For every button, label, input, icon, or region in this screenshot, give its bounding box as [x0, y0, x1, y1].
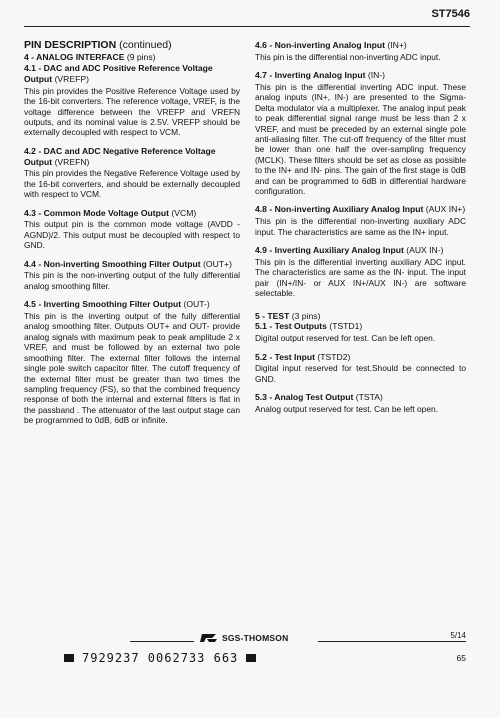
- pin-heading: [24, 299, 240, 310]
- pin-description: Digital input reserved for test.Should be connected to GND.: [255, 363, 466, 384]
- pin-number: 4.6 -: [255, 40, 273, 50]
- footer-rule-left: [130, 641, 194, 642]
- pin-entry-4-1: [24, 63, 240, 138]
- pin-title: Common Mode Voltage Output: [43, 207, 169, 218]
- pin-name: (IN+): [387, 40, 407, 50]
- pin-heading: [255, 204, 466, 215]
- pin-entry-4-6: [255, 40, 466, 62]
- pin-title: Analog Test Output: [274, 392, 354, 403]
- pin-description: This pin is the differential inverting ADC input. These analog inputs (IN+, IN-) are presented to the Sigma-Delta modulator via a multiplexer. The analog input peak to peak differential signal range must be less than 2 x VREF, and must be preceded by an external single pole anti-aliasing filter. The cut-off frequency of the filter must be lower than one half the over-sampling frequency (MCLK). These filters should be set as close as possible to the IN+ and IN- pins. The gain of the first stage is 0dB and can be programmed to 6dB in differential hardware configuration.: [255, 82, 466, 197]
- page-fraction: 5/14: [450, 631, 466, 640]
- right-column: [255, 40, 466, 422]
- pin-name: (AUX IN-): [406, 245, 444, 256]
- pin-title: Test Outputs: [274, 321, 327, 332]
- section-number: 5 -: [255, 310, 266, 321]
- section-title: TEST: [267, 310, 290, 321]
- pin-heading: [24, 146, 240, 168]
- pin-number: 4.1 -: [24, 63, 42, 74]
- pin-entry-4-2: [24, 146, 240, 200]
- pin-description: This pin is the inverting output of the fully differential analog smoothing filter. Outputs OUT+ and OUT- provide analog signals with maximum peak to peak amplitude 2 x VREF, and must be followed by an external two pole smoothing filter. The external filter follows the internal single pole switch capacitor filter. The cutoff frequency of the external filter must be greater than two times the sampling frequency (FS), so that the combined frequency response of both the internal and external filters is flat in the passband . The attenuator of the last output stage can be programmed to 0dB, 6dB or infinite.: [24, 311, 240, 426]
- header-rule: [24, 26, 470, 27]
- company-logo: [200, 633, 288, 643]
- footer-rule-right: [318, 641, 466, 642]
- pin-description: This pin provides the Positive Reference Voltage used by the 16-bit converters. The reference voltage, VREF, is the voltage difference between the VREFP and VREFN outputs, and its nominal value is 2.5V. VREFP should be externally decoupled with respect to VCM.: [24, 85, 240, 138]
- pin-name: (OUT-): [183, 299, 210, 310]
- pin-name: (TSTA): [355, 392, 383, 403]
- section-heading-5: [255, 311, 466, 322]
- barcode-row: [64, 651, 256, 665]
- page-title: [24, 40, 240, 50]
- pin-entry-5-3: [255, 392, 466, 414]
- pin-title: Inverting Smoothing Filter Output: [43, 299, 182, 310]
- logo-text: SGS-THOMSON: [222, 633, 289, 643]
- pin-entry-4-4: [24, 259, 240, 292]
- pin-name: (TSTD2): [317, 351, 351, 362]
- pin-name: (AUX IN+): [425, 204, 466, 215]
- pin-heading: [255, 352, 466, 363]
- pin-title: DAC and ADC Positive Reference Voltage Output: [24, 63, 213, 84]
- pin-heading: [24, 63, 240, 85]
- pin-heading: [24, 259, 240, 270]
- pin-number: 5.3 -: [255, 392, 273, 403]
- section-heading-4: [24, 52, 240, 63]
- pin-heading: [255, 70, 466, 81]
- pin-entry-5-1: [255, 321, 466, 343]
- pin-entry-4-9: [255, 245, 466, 298]
- section-number: 4 -: [24, 52, 35, 63]
- pin-description: This pin provides the Negative Reference Voltage used by the 16-bit converters, and should be externally decoupled with respect to VCM.: [24, 168, 240, 200]
- pin-title: Inverting Analog Input: [274, 70, 366, 81]
- pin-name: (IN-): [367, 70, 386, 81]
- pin-title: Non-inverting Smoothing Filter Output: [43, 258, 201, 269]
- pin-heading: [255, 392, 466, 403]
- pin-number: 4.9 -: [255, 245, 273, 256]
- pin-number: 4.8 -: [255, 204, 273, 215]
- pin-number: 5.2 -: [255, 351, 273, 362]
- pin-entry-4-3: [24, 208, 240, 251]
- pin-entry-4-7: [255, 70, 466, 196]
- pin-entry-4-8: [255, 204, 466, 237]
- pin-name: (OUT+): [203, 258, 232, 269]
- pin-title: DAC and ADC Negative Reference Voltage Output: [24, 145, 216, 167]
- pin-name: (VREFP): [54, 74, 89, 84]
- section-title: ANALOG INTERFACE: [36, 52, 125, 63]
- pin-description: This pin is the differential non-inverting ADC input.: [255, 51, 441, 62]
- pin-number: 4.2 -: [24, 145, 42, 156]
- pin-number: 4.4 -: [24, 258, 42, 269]
- pin-number: 4.3 -: [24, 207, 42, 218]
- pin-description: This output pin is the common mode voltage (AVDD - AGND)/2. This output must be decoupled with respect to GND.: [24, 219, 240, 251]
- pin-number: 4.7 -: [255, 70, 273, 81]
- pin-entry-5-2: [255, 352, 466, 385]
- section-pin-count: (3 pins): [291, 310, 321, 321]
- st-logo-icon: [200, 633, 218, 643]
- pin-description: This pin is the differential non-inverting auxiliary ADC input. The characteristics are same as the IN+ input.: [255, 216, 466, 237]
- page-number: 65: [456, 653, 466, 663]
- pin-title: Non-inverting Analog Input: [274, 40, 386, 50]
- pin-name: (TSTD1): [329, 321, 363, 332]
- part-number: ST7546: [431, 8, 470, 20]
- pin-name: (VREFN): [54, 156, 90, 167]
- left-column: [24, 40, 240, 434]
- pin-description: Digital output reserved for test. Can be left open.: [255, 333, 436, 344]
- pin-entry-4-5: [24, 299, 240, 425]
- pin-heading: [24, 208, 240, 219]
- pin-heading: [255, 245, 466, 256]
- page-title-suffix: (continued): [119, 39, 172, 51]
- barcode-block-right: [246, 654, 256, 662]
- section-pin-count: (9 pins): [126, 52, 156, 63]
- page-title-text: PIN DESCRIPTION: [24, 39, 117, 51]
- pin-heading: [255, 40, 466, 51]
- pin-description: Analog output reserved for test. Can be left open.: [255, 403, 438, 414]
- barcode-block-left: [64, 654, 74, 662]
- pin-number: 4.5 -: [24, 299, 42, 310]
- pin-title: Non-inverting Auxiliary Analog Input: [274, 204, 424, 215]
- pin-heading: [255, 321, 466, 332]
- pin-title: Inverting Auxiliary Analog Input: [274, 245, 404, 256]
- pin-description: This pin is the non-inverting output of the fully differential analog smoothing filter.: [24, 270, 240, 291]
- barcode-text: 7929237 0062733 663: [82, 651, 239, 665]
- pin-description: This pin is the differential inverting auxiliary ADC input. The characteristics are same as the IN- input. The input pair (IN+/IN- or AUX IN+/AUX IN-) are software selectable.: [255, 256, 466, 299]
- pin-name: (VCM): [171, 207, 197, 218]
- pin-title: Test Input: [274, 351, 316, 362]
- pin-number: 5.1 -: [255, 321, 273, 332]
